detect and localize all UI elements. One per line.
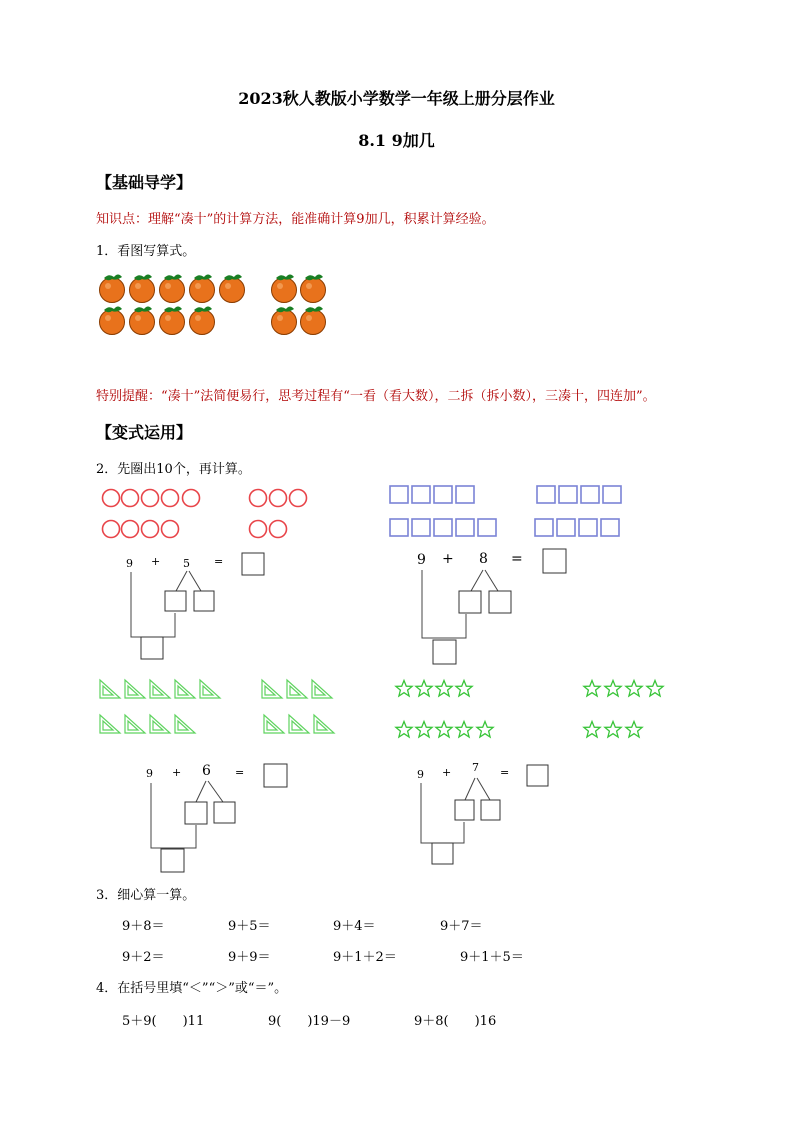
calc-item: 9＋1＋2＝ xyxy=(333,950,397,965)
problem-3-plus: + xyxy=(172,766,182,779)
calc-item: 9＋1＋5＝ xyxy=(460,950,524,965)
problem-4-plus: + xyxy=(442,766,452,779)
problem-4-addend-b: 7 xyxy=(472,761,479,774)
triangle-set xyxy=(100,680,334,733)
compare-item: 9( )19－9 xyxy=(268,1014,351,1029)
question-2: 2．先圈出10个，再计算。 xyxy=(96,462,251,477)
square-set xyxy=(390,486,621,536)
knowledge-point: 知识点：理解“凑十”的计算方法，能准确计算9加几，积累计算经验。 xyxy=(96,212,495,227)
calc-item: 9＋9＝ xyxy=(228,950,271,965)
orange-group-left-top xyxy=(100,275,245,303)
calc-item: 9＋2＝ xyxy=(122,950,165,965)
compare-item: 5＋9( )11 xyxy=(122,1014,205,1029)
problem-4-equals: = xyxy=(500,766,510,779)
calc-item: 9＋5＝ xyxy=(228,919,271,934)
orange-group-right xyxy=(272,275,326,335)
question-1: 1．看图写算式。 xyxy=(96,244,196,259)
problem-3-addend-b: 6 xyxy=(202,763,211,779)
section-heading-variation: 【变式运用】 xyxy=(96,423,193,442)
problem-2-plus: + xyxy=(442,551,454,567)
calc-item: 9＋4＝ xyxy=(333,919,376,934)
calc-item: 9＋7＝ xyxy=(440,919,483,934)
calc-item: 9＋8＝ xyxy=(122,919,165,934)
problem-3-addend-a: 9 xyxy=(146,767,153,780)
question-3: 3．细心算一算。 xyxy=(96,888,196,903)
problem-1-addend-b: 5 xyxy=(183,557,190,570)
split-diagram-4 xyxy=(421,765,548,864)
star-set xyxy=(396,681,663,738)
problem-4-addend-a: 9 xyxy=(417,768,424,781)
problem-1-equals: = xyxy=(214,555,224,568)
problem-2-equals: = xyxy=(511,551,523,567)
problem-3-equals: = xyxy=(235,766,245,779)
problem-2-addend-a: 9 xyxy=(417,552,426,568)
circle-set xyxy=(103,490,307,538)
page-title: 2023秋人教版小学数学一年级上册分层作业 xyxy=(238,89,555,108)
problem-1-plus: + xyxy=(151,555,161,568)
orange-group-left-bottom xyxy=(100,307,215,335)
split-diagram-3 xyxy=(151,764,287,872)
split-diagram-1 xyxy=(131,553,264,659)
problem-1-addend-a: 9 xyxy=(126,557,133,570)
problem-2-addend-b: 8 xyxy=(479,551,488,567)
page-subtitle: 8.1 9加几 xyxy=(358,131,435,150)
compare-item: 9＋8( )16 xyxy=(414,1014,497,1029)
question-4: 4．在括号里填“＜”“＞”或“＝”。 xyxy=(96,981,288,996)
special-tip: 特别提醒：“凑十”法简便易行，思考过程有“一看（看大数），二拆（拆小数），三凑十，四连加”。 xyxy=(96,389,656,404)
section-heading-basic: 【基础导学】 xyxy=(96,173,193,192)
